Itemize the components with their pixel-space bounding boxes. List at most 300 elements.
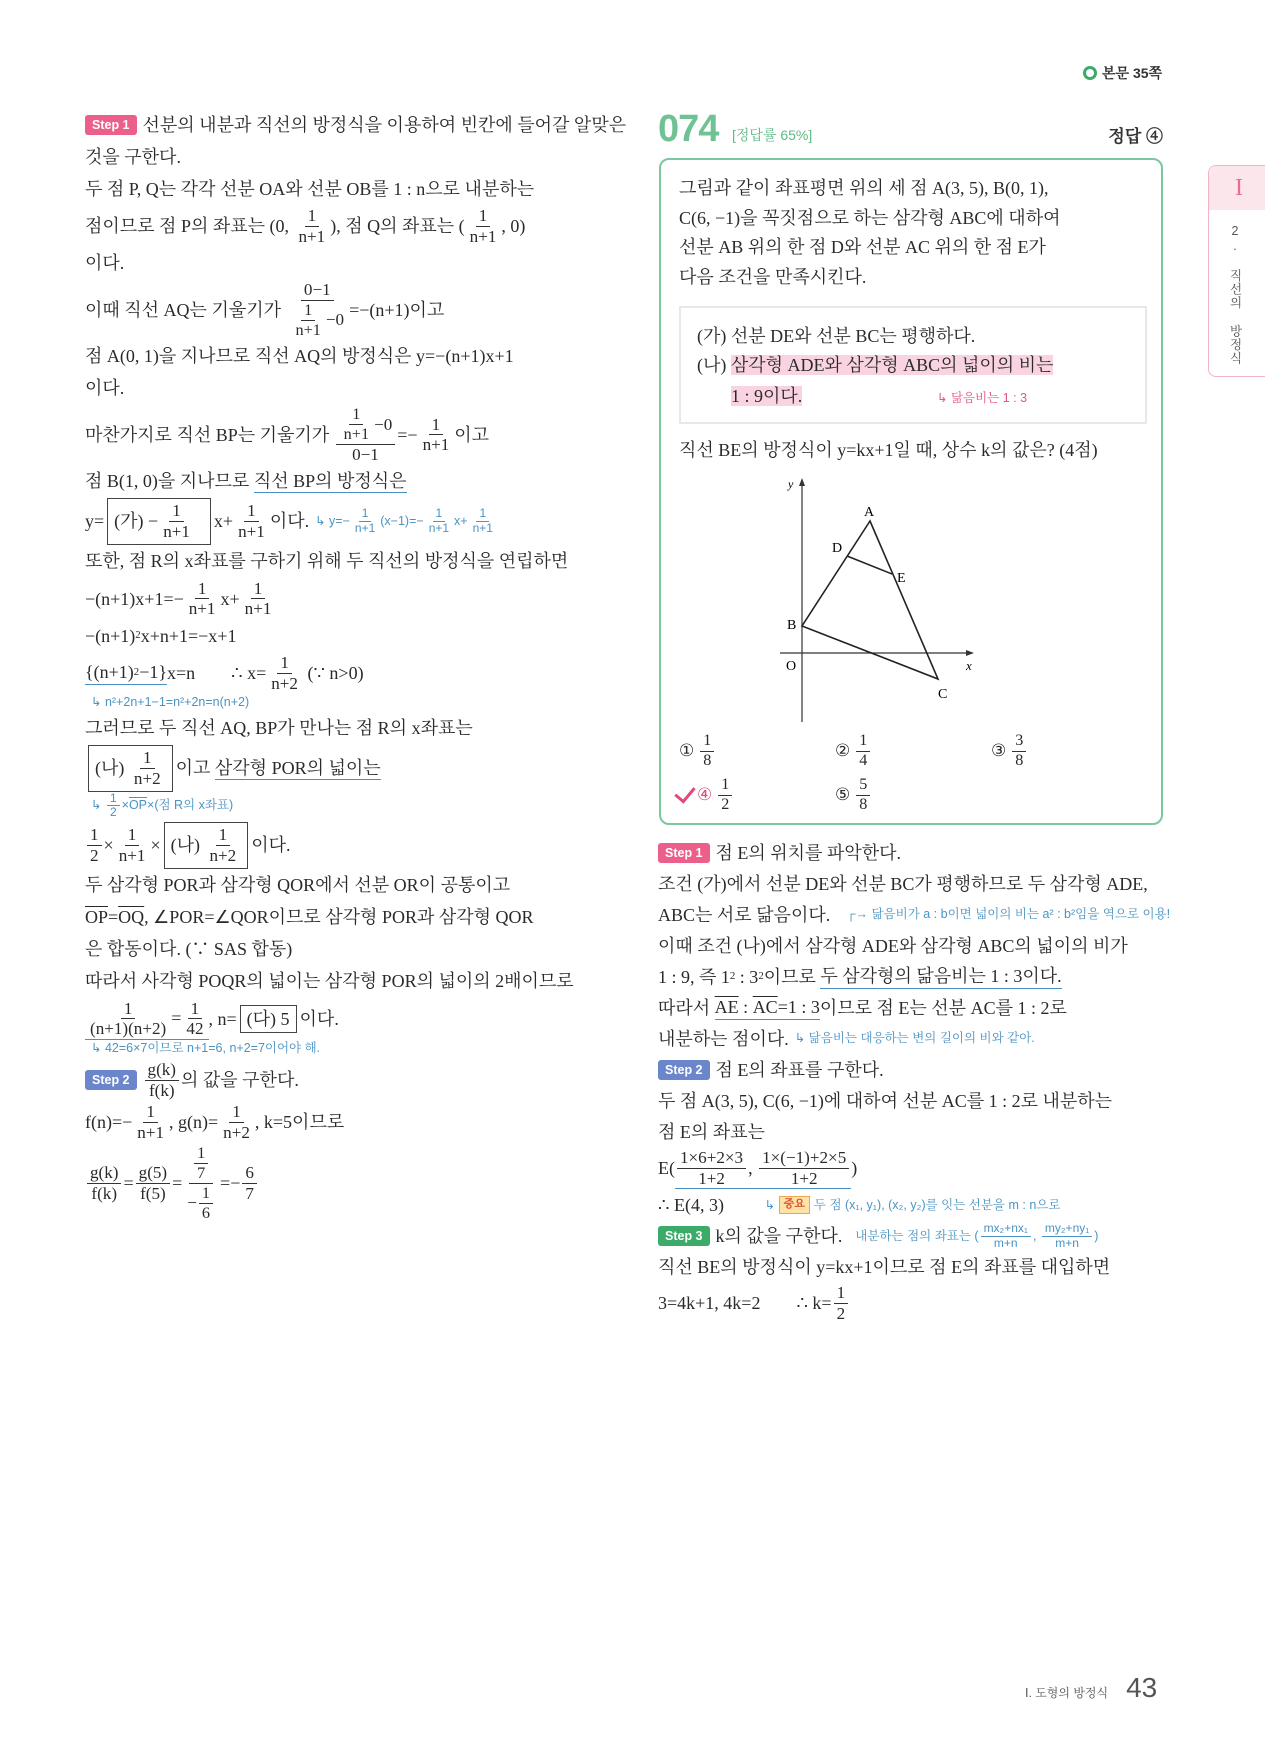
text-run: 따라서 bbox=[658, 997, 715, 1018]
segment-notation: $\overline{OP}$ bbox=[128, 798, 148, 813]
denominator bbox=[834, 1304, 849, 1324]
text-line bbox=[85, 373, 645, 403]
text-run: 3=4k+1, 4k=2 ∴ k= bbox=[658, 1293, 832, 1314]
text-run: k의 값을 구한다. bbox=[715, 1226, 843, 1247]
text-run: y= bbox=[85, 511, 105, 532]
denominator bbox=[206, 846, 239, 866]
text-run: 것을 구한다. bbox=[85, 146, 181, 167]
text-run: n+1 bbox=[472, 521, 493, 536]
text-line bbox=[658, 838, 1198, 868]
fraction bbox=[856, 776, 870, 814]
numerator bbox=[169, 501, 184, 522]
fraction bbox=[87, 1163, 121, 1203]
y-axis-arrow-icon bbox=[799, 478, 805, 486]
text-run: g(k) bbox=[90, 1163, 119, 1183]
text-run: ↳ 42=6×7이므로 n+1=6, n+2=7이어야 해. bbox=[91, 1041, 321, 1056]
fraction bbox=[87, 999, 169, 1039]
text-run: 두 점 P, Q는 각각 선분 OA와 선분 OB를 1 : n으로 내분하는 bbox=[85, 178, 535, 199]
numerator bbox=[301, 301, 315, 321]
text-run: 점 B(1, 0)을 지나므로 bbox=[85, 471, 254, 492]
choice-number: ① bbox=[679, 741, 695, 761]
text-run: 이고 bbox=[175, 758, 215, 779]
condition-na-cont bbox=[731, 382, 802, 408]
text-line bbox=[85, 1040, 645, 1058]
text-run: 1 bbox=[197, 1144, 206, 1163]
denominator bbox=[242, 1184, 257, 1204]
fraction bbox=[981, 1222, 1031, 1251]
fraction bbox=[235, 501, 268, 541]
text-run: n+1 bbox=[163, 522, 190, 542]
text-line bbox=[85, 405, 645, 464]
text-run: f(k) bbox=[148, 1080, 175, 1100]
annotation-note bbox=[91, 695, 249, 711]
denominator bbox=[695, 1169, 728, 1189]
text-run: (x−1)=− bbox=[380, 513, 424, 528]
text-run: (나) bbox=[95, 758, 129, 779]
text-run: 1 bbox=[836, 1283, 846, 1303]
denominator bbox=[467, 227, 500, 247]
condition-ga bbox=[697, 322, 975, 348]
text-run: 이므로 점 E는 선분 AC를 1 : 2로 bbox=[819, 997, 1067, 1018]
numerator bbox=[199, 1184, 213, 1204]
text-run: , 0) bbox=[501, 215, 526, 236]
text-run: x+ bbox=[220, 588, 240, 609]
text-run: 직선 BP의 방정식은 bbox=[253, 470, 407, 491]
chapter-label: 2. 직선의 방정식 bbox=[1228, 224, 1242, 365]
text-run: ↳ y=− bbox=[315, 513, 350, 528]
text-run: 이때 직선 AQ는 기울기가 bbox=[85, 299, 286, 320]
fraction bbox=[107, 792, 120, 821]
text-line bbox=[85, 110, 645, 140]
text-line bbox=[658, 1283, 1198, 1323]
annotation-note bbox=[795, 1031, 1035, 1047]
text-run: n+1 bbox=[137, 1122, 165, 1142]
answer-choice[interactable] bbox=[835, 732, 872, 770]
text-run: × bbox=[103, 835, 114, 856]
text-run: 0−1 bbox=[352, 444, 379, 464]
problem-text-line: C(6, −1)을 꼭짓점으로 하는 삼각형 ABC에 대하여 bbox=[679, 207, 1061, 228]
denominator bbox=[426, 522, 452, 536]
problem-text-line: 선분 AB 위의 한 점 D와 선분 AC 위의 한 점 E가 bbox=[679, 237, 1046, 257]
denominator bbox=[87, 846, 102, 866]
text-line bbox=[85, 248, 645, 278]
superscript: 2 bbox=[135, 629, 141, 642]
numerator bbox=[429, 415, 444, 436]
text-run: =1 : 3 bbox=[777, 997, 820, 1018]
text-run: ↳ 닮음비는 대응하는 변의 길이의 비와 같아. bbox=[794, 1031, 1035, 1046]
text-run: 1 bbox=[703, 732, 712, 749]
fraction bbox=[199, 1184, 213, 1222]
text-run: n+1 bbox=[422, 435, 450, 455]
text-run: 1 bbox=[478, 206, 488, 225]
fraction bbox=[718, 776, 732, 814]
text-run: 점 A(0, 1)을 지나므로 직선 AQ의 방정식은 y=−(n+1)x+1 bbox=[85, 346, 514, 367]
text-run: 0−1 bbox=[303, 280, 331, 300]
numerator bbox=[476, 507, 489, 522]
text-run: 은 합동이다. (∵ SAS 합동) bbox=[85, 939, 293, 960]
answer-choice[interactable] bbox=[679, 732, 716, 770]
numerator bbox=[1042, 1222, 1092, 1237]
text-run: 1 bbox=[280, 653, 289, 672]
text-line bbox=[85, 967, 645, 997]
problem-box bbox=[659, 158, 1163, 825]
problem-text-line: 그림과 같이 좌표평면 위의 세 점 A(3, 5), B(0, 1), bbox=[679, 178, 1049, 198]
numerator bbox=[856, 776, 870, 796]
text-run: 내분하는 점의 좌표는 ( bbox=[848, 1228, 979, 1243]
numerator bbox=[143, 1102, 158, 1123]
text-run: my₂+ny₁ bbox=[1044, 1221, 1090, 1236]
text-line bbox=[85, 999, 645, 1040]
text-run: = bbox=[172, 1173, 183, 1194]
answer-choice[interactable] bbox=[835, 776, 872, 814]
underlined-phrase bbox=[715, 996, 820, 1020]
text-run: : 3 bbox=[735, 966, 759, 987]
text-line bbox=[85, 280, 645, 339]
denominator bbox=[116, 846, 149, 866]
conditions-box bbox=[679, 306, 1147, 424]
text-run: ×(점 R의 x좌표) bbox=[147, 798, 234, 813]
numerator bbox=[216, 825, 231, 846]
step-badge: Step 3 bbox=[658, 1226, 710, 1246]
text-run: 3 bbox=[1015, 732, 1024, 749]
footer bbox=[1025, 1672, 1157, 1704]
text-run: =−(n+1)이고 bbox=[349, 299, 445, 320]
fraction bbox=[186, 579, 219, 619]
denominator bbox=[134, 1123, 167, 1143]
problem-header bbox=[658, 108, 1163, 154]
text-run: (다) 5 bbox=[246, 1008, 290, 1029]
text-run: 이다. bbox=[85, 378, 125, 399]
text-line bbox=[85, 745, 645, 791]
text-run: =− bbox=[220, 1173, 241, 1194]
text-line bbox=[85, 871, 645, 901]
text-run: −1} bbox=[139, 662, 167, 683]
denominator bbox=[199, 1204, 213, 1223]
text-run: 1 bbox=[431, 414, 441, 434]
choice-number: ⑤ bbox=[835, 785, 851, 805]
condition-text: 삼각형 ADE와 삼각형 ABC의 넓이의 비는 bbox=[730, 355, 1054, 375]
text-line bbox=[85, 713, 645, 743]
correct-rate: [정답률 65%] bbox=[732, 127, 813, 143]
numerator bbox=[121, 999, 136, 1020]
text-run: ┌→ 닮음비가 a : b이면 넓이의 비는 a² : b²임을 역으로 이용! bbox=[836, 907, 1171, 922]
fraction bbox=[206, 825, 239, 865]
numerator bbox=[856, 732, 870, 752]
fraction bbox=[834, 1283, 849, 1323]
text-run: = bbox=[108, 907, 119, 928]
text-run: 7 bbox=[197, 1164, 206, 1183]
text-line bbox=[658, 993, 1198, 1023]
denominator bbox=[194, 1164, 208, 1183]
text-run: 1 bbox=[201, 1183, 211, 1202]
text-run: 1 bbox=[232, 1102, 241, 1122]
text-run: m+n bbox=[1055, 1235, 1079, 1250]
text-run: 2 bbox=[109, 805, 117, 820]
text-run: 내분하는 점이다. bbox=[658, 1028, 789, 1049]
chapter-side-tab[interactable] bbox=[1208, 165, 1265, 377]
text-run: 1 bbox=[218, 825, 228, 845]
text-run: ) bbox=[1094, 1228, 1099, 1243]
text-run: 이다. bbox=[85, 253, 125, 274]
text-run: g(k) bbox=[147, 1059, 176, 1079]
step-badge: Step 2 bbox=[85, 1070, 137, 1090]
text-line bbox=[85, 341, 645, 371]
text-run: , g(n)= bbox=[169, 1112, 219, 1133]
fraction bbox=[220, 1102, 253, 1142]
text-run: 8 bbox=[703, 751, 712, 769]
text-run: 8 bbox=[1015, 751, 1024, 769]
text-run: n+2 bbox=[271, 673, 298, 693]
text-run: 1 bbox=[253, 578, 263, 598]
text-run: n+1 bbox=[469, 226, 497, 246]
condition-label: (나) bbox=[697, 355, 727, 375]
superscript: 2 bbox=[133, 665, 140, 678]
answer-label: 정답 ④ bbox=[1108, 127, 1163, 146]
fraction bbox=[136, 1163, 170, 1203]
condition-na bbox=[697, 351, 1053, 377]
page-reference bbox=[1083, 63, 1162, 83]
numerator bbox=[1012, 732, 1026, 752]
text-run: = bbox=[123, 1173, 134, 1194]
text-run: n+2 bbox=[133, 768, 161, 788]
part-label: I bbox=[1235, 174, 1243, 201]
text-run: f(k) bbox=[91, 1183, 118, 1203]
text-run: f(n)=− bbox=[85, 1112, 133, 1133]
denominator bbox=[341, 425, 372, 444]
text-line bbox=[85, 653, 645, 693]
annotation-note bbox=[91, 1041, 320, 1057]
label-x: x bbox=[966, 658, 972, 673]
page-number: 43 bbox=[1126, 1672, 1158, 1703]
numerator bbox=[301, 280, 334, 301]
answer-choice[interactable] bbox=[991, 732, 1028, 770]
text-line bbox=[658, 1148, 1198, 1189]
triangle-abc bbox=[802, 521, 938, 679]
text-run: 1 bbox=[307, 206, 317, 225]
text-line bbox=[658, 1221, 1198, 1251]
text-run: E( bbox=[658, 1158, 675, 1179]
checked-choice-number: ④ bbox=[697, 785, 713, 805]
numerator bbox=[244, 501, 259, 522]
text-run: × bbox=[121, 798, 129, 813]
text-run: 그러므로 두 직선 AQ, BP가 만나는 점 R의 x좌표는 bbox=[85, 718, 473, 739]
fraction bbox=[700, 732, 714, 770]
text-run: 삼각형 POR의 넓이는 bbox=[214, 757, 381, 778]
text-run: 이다. bbox=[251, 835, 291, 856]
text-run: −0 bbox=[325, 310, 345, 330]
text-run: ) bbox=[851, 1158, 858, 1179]
text-run: 1 bbox=[479, 506, 487, 521]
text-run: 마찬가지로 직선 BP는 기울기가 bbox=[85, 424, 334, 445]
denominator bbox=[470, 522, 496, 536]
text-run: ↳ n²+2n+1−1=n²+2n=n(n+2) bbox=[91, 694, 250, 709]
triangle-figure bbox=[760, 472, 1000, 722]
text-run: 또한, 점 R의 x좌표를 구하기 위해 두 직선의 방정식을 연립하면 bbox=[85, 551, 569, 572]
numerator bbox=[107, 792, 120, 807]
text-line bbox=[658, 1190, 1198, 1220]
segment-notation: $\overline{AC}$ bbox=[752, 997, 778, 1018]
fraction bbox=[856, 732, 870, 770]
text-run: 선분의 내분과 직선의 방정식을 이용하여 빈칸에 들어갈 알맞은 bbox=[142, 114, 627, 135]
text-run: n+2 bbox=[223, 1122, 250, 1142]
text-run: 1 bbox=[146, 1102, 155, 1122]
text-run: 1 bbox=[90, 825, 99, 845]
fraction bbox=[1042, 1222, 1092, 1251]
denominator bbox=[296, 227, 329, 247]
annotation-note bbox=[91, 792, 233, 821]
numerator bbox=[242, 1163, 257, 1184]
text-line bbox=[85, 142, 645, 172]
problem-text bbox=[679, 174, 1149, 292]
label-o: O bbox=[786, 659, 797, 674]
denominator bbox=[288, 301, 348, 339]
text-run: 6 bbox=[245, 1163, 254, 1183]
x-axis-arrow-icon bbox=[966, 650, 974, 656]
fraction bbox=[87, 825, 102, 865]
denominator bbox=[146, 1081, 178, 1101]
text-line bbox=[85, 822, 645, 868]
text-run: n+2 bbox=[209, 845, 237, 865]
important-badge: 중요 bbox=[779, 1196, 810, 1214]
text-run: ABC는 서로 닮음이다. bbox=[658, 904, 831, 925]
text-run: 1 bbox=[247, 501, 256, 521]
denominator bbox=[856, 796, 870, 815]
denominator bbox=[88, 1184, 120, 1204]
text-run: 1 bbox=[127, 825, 137, 845]
text-run: m+n bbox=[993, 1235, 1018, 1250]
text-run: 점이므로 점 P의 좌표는 (0, bbox=[85, 215, 294, 236]
text-run: n+1 bbox=[298, 226, 326, 246]
text-line bbox=[85, 792, 645, 821]
label-d: D bbox=[832, 541, 843, 556]
denominator bbox=[137, 1184, 169, 1204]
numerator bbox=[834, 1283, 849, 1304]
numerator bbox=[305, 206, 320, 227]
annotation-note bbox=[315, 507, 498, 536]
numerator bbox=[125, 825, 140, 846]
text-run: = bbox=[171, 1008, 182, 1029]
text-run: 2 bbox=[90, 845, 99, 865]
fraction bbox=[134, 1102, 167, 1142]
text-run: 점 E의 위치를 파악한다. bbox=[715, 842, 902, 863]
text-run: 이고 bbox=[454, 424, 490, 445]
text-run: 직선 BE의 방정식이 y=kx+1이므로 점 E의 좌표를 대입하면 bbox=[658, 1257, 1111, 1278]
problem-number: 074 bbox=[658, 108, 719, 150]
text-run: 1 bbox=[190, 998, 200, 1018]
text-run: (∵ n>0) bbox=[302, 662, 364, 683]
similarity-note: ↳ 닮음비는 1 : 3 bbox=[937, 391, 1028, 405]
text-run: 이다. bbox=[269, 511, 310, 532]
text-run: 이때 조건 (나)에서 삼각형 ADE와 삼각형 ABC의 넓이의 비가 bbox=[658, 935, 1128, 956]
superscript: 2 bbox=[729, 970, 736, 983]
step-badge: Step 1 bbox=[658, 843, 710, 863]
text-run: 조건 (가)에서 선분 DE와 선분 BC가 평행하므로 두 삼각형 ADE, bbox=[658, 873, 1148, 894]
numerator bbox=[229, 1102, 244, 1123]
text-run: 두 점 A(3, 5), C(6, −1)에 대하여 선분 AC를 1 : 2로 내분하는 bbox=[658, 1090, 1113, 1111]
text-run: 따라서 사각형 POQR의 넓이는 삼각형 POR의 넓이의 2배이므로 bbox=[85, 971, 574, 992]
text-run: 1 bbox=[172, 501, 181, 521]
fraction bbox=[184, 1144, 218, 1222]
text-line bbox=[85, 903, 645, 933]
fraction bbox=[341, 405, 372, 443]
text-run: 1 bbox=[721, 776, 730, 793]
denominator bbox=[186, 599, 219, 619]
text-run: ↳ bbox=[729, 1197, 779, 1212]
text-run: n+1 bbox=[188, 599, 216, 619]
text-run: x+ bbox=[213, 511, 234, 532]
text-run: f(5) bbox=[140, 1183, 166, 1203]
text-run: n+1 bbox=[118, 845, 146, 865]
text-run: 두 점 (x₁, y₁), (x₂, y₂)를 잇는 선분을 m : n으로 bbox=[813, 1197, 1061, 1212]
text-run: 의 값을 구한다. bbox=[181, 1069, 299, 1090]
text-run: =− bbox=[397, 424, 418, 445]
fraction bbox=[352, 507, 378, 536]
text-run: 이다. bbox=[299, 1008, 339, 1029]
segment-de bbox=[847, 556, 892, 574]
text-run: (나) bbox=[170, 835, 205, 856]
numerator bbox=[349, 405, 363, 425]
condition-label: (가) bbox=[697, 326, 727, 346]
denominator bbox=[235, 522, 268, 542]
text-run: 1 bbox=[123, 998, 133, 1018]
fraction bbox=[677, 1148, 746, 1188]
text-run: −0 bbox=[374, 414, 393, 434]
denominator bbox=[268, 674, 301, 694]
text-run: 1 bbox=[435, 506, 443, 521]
numerator bbox=[145, 1060, 179, 1081]
denominator bbox=[1012, 752, 1026, 771]
text-run: 두 삼각형의 닮음비는 1 : 3이다. bbox=[820, 966, 1062, 987]
fraction bbox=[293, 301, 324, 339]
answer-blank-box bbox=[240, 1005, 297, 1034]
numerator bbox=[87, 825, 102, 846]
denominator bbox=[87, 1019, 169, 1039]
text-line bbox=[658, 1086, 1198, 1116]
page-reference-label: 본문 35쪽 bbox=[1102, 65, 1163, 81]
denominator bbox=[160, 522, 193, 542]
answer-choice[interactable] bbox=[679, 776, 734, 814]
checkmark-icon bbox=[674, 781, 695, 803]
numerator bbox=[700, 732, 714, 752]
underlined-phrase bbox=[215, 757, 381, 781]
annotation-note bbox=[836, 907, 1170, 923]
denominator bbox=[220, 1123, 253, 1143]
text-run: 점 E의 좌표를 구한다. bbox=[715, 1059, 884, 1080]
numerator bbox=[476, 206, 491, 227]
text-run: g(5) bbox=[138, 1163, 168, 1183]
fraction bbox=[268, 653, 301, 693]
text-run: x+ bbox=[454, 513, 468, 528]
text-run: , n= bbox=[208, 1008, 237, 1029]
text-run: 1 bbox=[304, 300, 313, 319]
fraction bbox=[194, 1144, 208, 1182]
denominator bbox=[788, 1169, 821, 1189]
denominator bbox=[107, 806, 120, 820]
denominator bbox=[131, 769, 164, 789]
numerator bbox=[759, 1148, 849, 1169]
text-line bbox=[85, 1144, 645, 1222]
fraction bbox=[426, 507, 452, 536]
answer-blank-box bbox=[107, 498, 211, 544]
text-line bbox=[658, 869, 1198, 899]
fraction bbox=[288, 280, 348, 339]
numerator bbox=[87, 1163, 121, 1184]
text-run: 8 bbox=[859, 795, 868, 813]
text-line bbox=[85, 935, 645, 965]
text-run: {(n+1) bbox=[85, 662, 134, 683]
underlined-phrase bbox=[85, 661, 167, 685]
text-run: n+1 bbox=[295, 320, 321, 339]
